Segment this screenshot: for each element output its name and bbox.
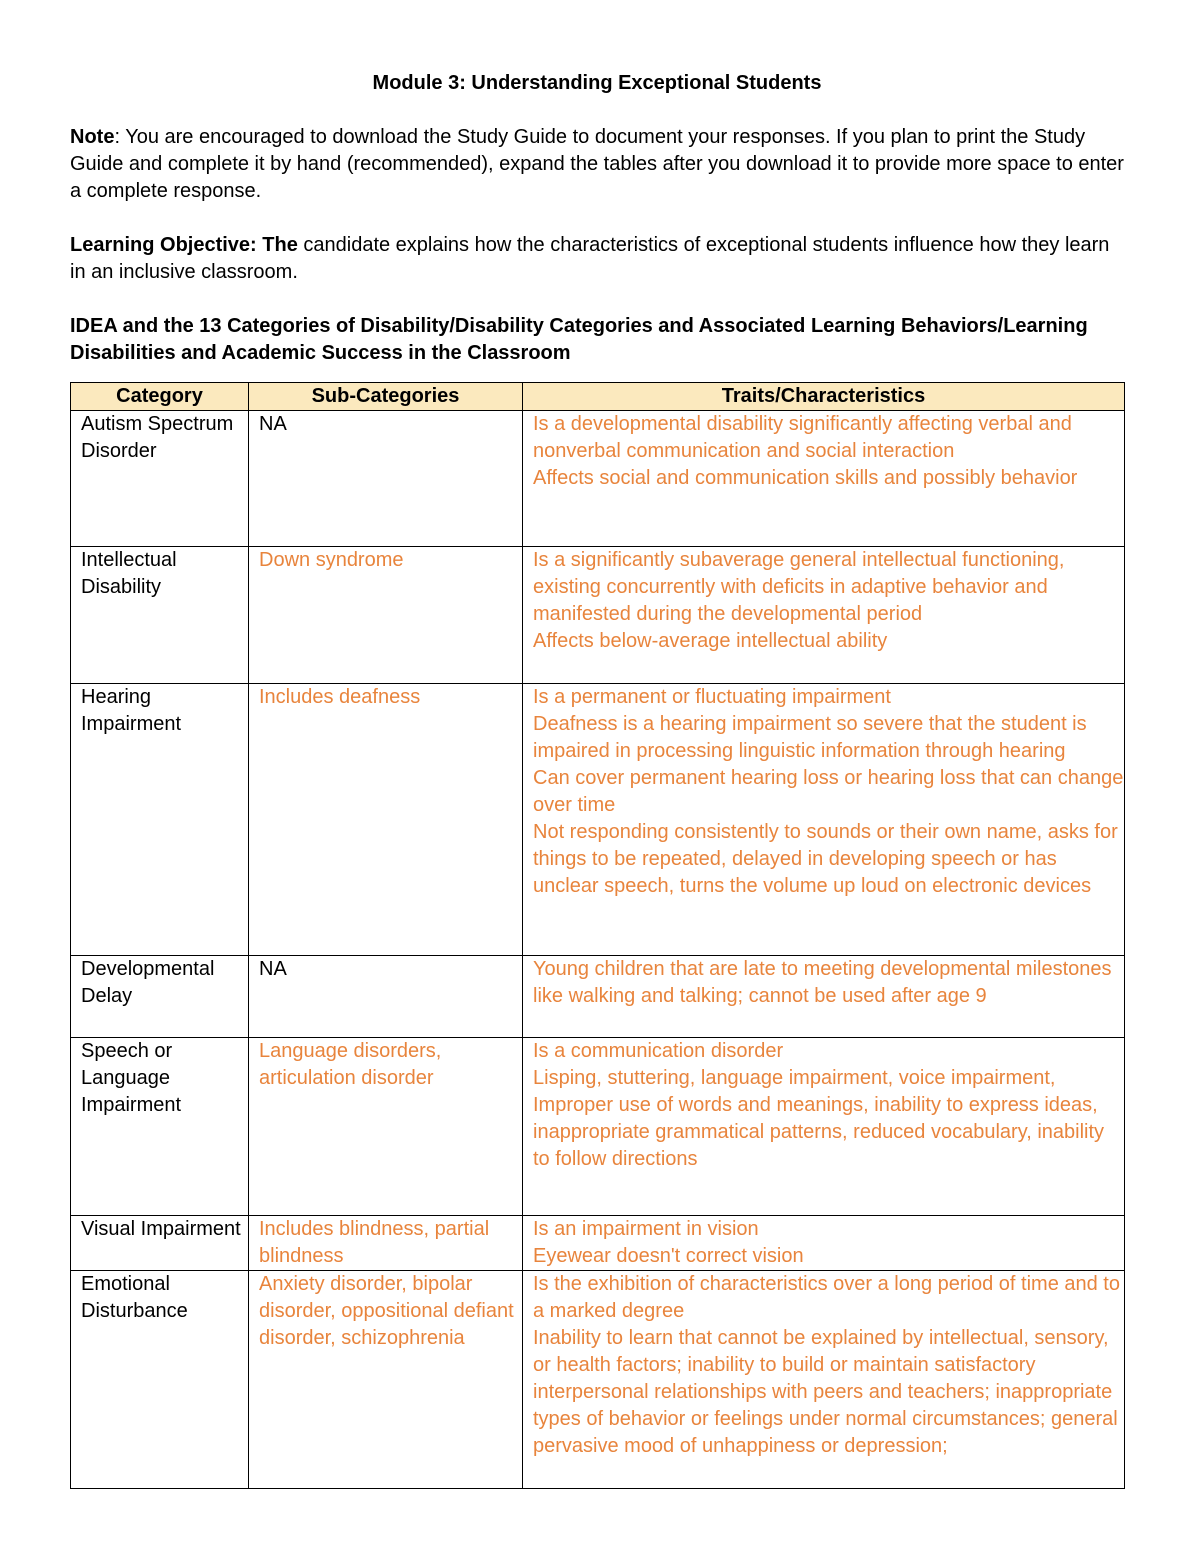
header-sub-categories: Sub-Categories [249,383,523,411]
trait-line: Young children that are late to meeting developmental milestones like walking and talking; cannot be used after age 9 [533,958,1112,1007]
sub-category-cell: Down syndrome [249,547,523,684]
trait-line: Not responding consistently to sounds or their own name, asks for things to be repeated, delayed in developing speech or has unclear speech, turns the volume up loud on electronic devices [533,821,1118,897]
document-title: Module 3: Understanding Exceptional Students [372,72,822,94]
trait-line: Is a significantly subaverage general intellectual functioning, existing concurrently with deficits in adaptive behavior and manifested during the developmental period [533,549,1065,625]
section-heading: IDEA and the 13 Categories of Disability/Disability Categories and Associated Learning Behaviors/Learning Disabilities and Academic Success in the Classroom [70,315,1088,364]
sub-category-cell: Anxiety disorder, bipolar disorder, oppositional defiant disorder, schizophrenia [249,1271,523,1489]
category-cell: Visual Impairment [71,1216,249,1271]
trait-line: Improper use of words and meanings, inability to express ideas, inappropriate grammatical patterns, reduced vocabulary, inability to follow directions [533,1094,1105,1170]
trait-line: Is a communication disorder [533,1040,784,1062]
category-cell: Speech or Language Impairment [71,1038,249,1216]
document-page [70,70,1124,1489]
category-cell: Intellectual Disability [71,547,249,684]
header-category: Category [71,383,249,411]
traits-cell [523,1271,1125,1489]
category-cell: Emotional Disturbance [71,1271,249,1489]
trait-line: Is a permanent or fluctuating impairment [533,686,891,708]
trait-line: Eyewear doesn't correct vision [533,1245,804,1267]
note-label: Note [70,126,115,148]
trait-line: Is the exhibition of characteristics over a long period of time and to a marked degree [533,1273,1120,1322]
table-row [71,411,1125,547]
table-row [71,1038,1125,1216]
traits-cell [523,547,1125,684]
trait-line: Is a developmental disability significantly affecting verbal and nonverbal communication and social interaction [533,413,1072,462]
table-header-row [71,383,1125,411]
sub-category-cell: Includes blindness, partial blindness [249,1216,523,1271]
note-paragraph [70,124,1124,205]
trait-line: Lisping, stuttering, language impairment, voice impairment, [533,1067,1056,1089]
sub-category-cell: Language disorders, articulation disorder [249,1038,523,1216]
header-traits: Traits/Characteristics [523,383,1125,411]
traits-cell [523,1216,1125,1271]
objective-label: Learning Objective: The [70,234,298,256]
table-row [71,956,1125,1038]
category-cell: Developmental Delay [71,956,249,1038]
note-text: : You are encouraged to download the Study Guide to document your responses. If you plan to print the Study Guide and complete it by hand (recommended), expand the tables after you download it to provide more space to enter a complete response. [70,126,1124,202]
trait-line: Affects below-average intellectual ability [533,630,888,652]
sub-category-cell: NA [249,956,523,1038]
objective-text: candidate explains how the characteristics of exceptional students influence how they learn in an inclusive classroom. [70,234,1110,283]
traits-cell [523,684,1125,956]
table-row [71,684,1125,956]
table-row [71,547,1125,684]
table-row [71,1271,1125,1489]
traits-cell [523,956,1125,1038]
objective-paragraph [70,232,1124,286]
category-cell: Hearing Impairment [71,684,249,956]
trait-line: Can cover permanent hearing loss or hearing loss that can change over time [533,767,1124,816]
trait-line: Inability to learn that cannot be explained by intellectual, sensory, or health factors; inability to build or maintain satisfactory interpersonal relationships with peers and teachers; inappropriate types of behavior or feelings under normal circumstances; general pervasive mood of unhappiness or depression; [533,1327,1118,1457]
trait-line: Is an impairment in vision [533,1218,759,1240]
trait-line: Deafness is a hearing impairment so severe that the student is impaired in processing linguistic information through hearing [533,713,1087,762]
traits-cell [523,1038,1125,1216]
sub-category-cell: NA [249,411,523,547]
category-cell: Autism Spectrum Disorder [71,411,249,547]
trait-line: Affects social and communication skills and possibly behavior [533,467,1078,489]
disability-table [70,382,1125,1489]
sub-category-cell: Includes deafness [249,684,523,956]
traits-cell [523,411,1125,547]
table-row [71,1216,1125,1271]
